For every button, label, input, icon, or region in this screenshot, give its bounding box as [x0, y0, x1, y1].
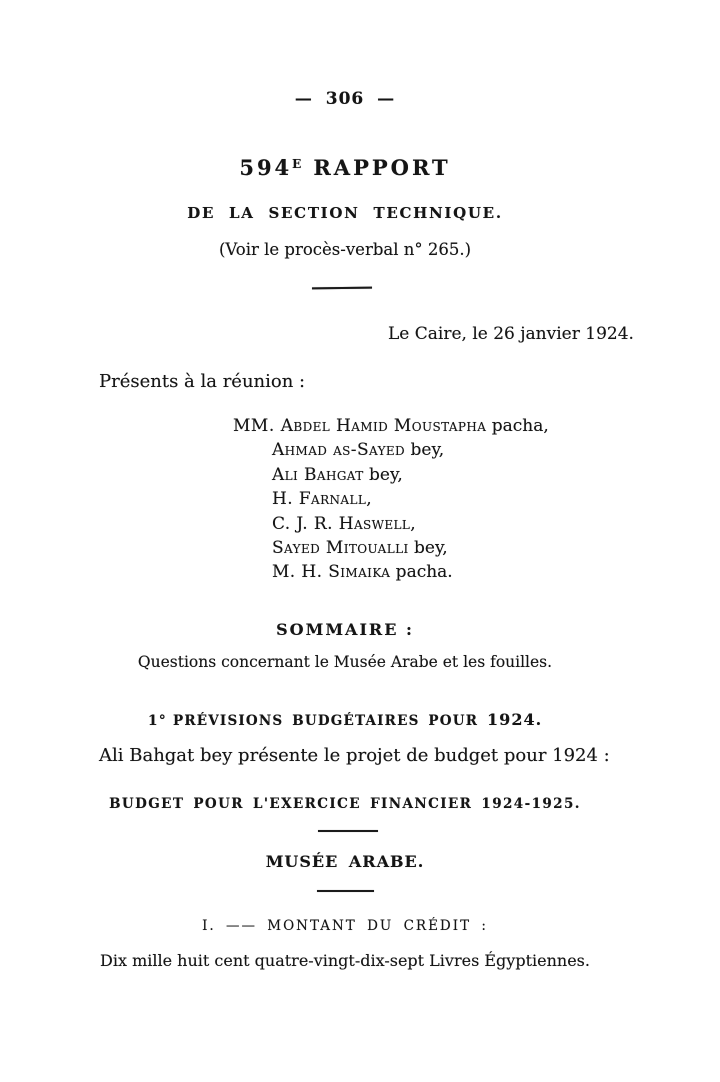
attendee-name: H. Farnall,: [272, 489, 373, 510]
attendee-row: [233, 463, 549, 487]
attendee-name: Sayed Mitoualli: [272, 538, 409, 559]
section-divider: [318, 830, 378, 832]
report-title-word: RAPPORT: [313, 155, 451, 180]
report-number: 594: [239, 155, 293, 180]
report-ordinal-superscript: E: [292, 157, 302, 171]
section-divider: [317, 890, 374, 892]
attendee-row: [233, 487, 549, 511]
attendee-row: [233, 438, 549, 462]
attendee-list: [233, 414, 549, 585]
attendance-intro: Présents à la réunion :: [99, 371, 306, 392]
attendee-row: [233, 560, 549, 584]
section-heading-number: 1°: [147, 713, 167, 729]
sommaire-text: Questions concernant le Musée Arabe et les fouilles.: [137, 653, 553, 671]
attendee-name: M. H. Simaika: [272, 562, 391, 583]
attendee-name: Abdel Hamid Moustapha: [280, 416, 487, 436]
attendee-title: pacha.: [390, 562, 453, 583]
attendee-title: bey,: [405, 440, 445, 461]
report-reference: (Voir le procès-verbal n° 265.): [218, 240, 472, 259]
credit-amount-heading: I. —— MONTANT DU CRÉDIT :: [202, 918, 488, 934]
section-heading-year: 1924.: [487, 710, 543, 729]
budget-section-heading: [0, 710, 690, 729]
sommaire-heading: SOMMAIRE :: [276, 620, 414, 639]
attendee-title: pacha,: [486, 416, 549, 436]
dateline: Le Caire, le 26 janvier 1924.: [388, 324, 634, 344]
budget-title: BUDGET POUR L'EXERCICE FINANCIER 1924-1925.: [109, 796, 581, 812]
report-subtitle: DE LA SECTION TECHNIQUE.: [187, 204, 503, 222]
credit-amount-text: Dix mille huit cent quatre-vingt-dix-sept Livres Égyptiennes.: [100, 951, 590, 970]
budget-intro-line: Ali Bahgat bey présente le projet de budget pour 1924 :: [99, 745, 610, 766]
attendees-prefix: MM.: [233, 416, 275, 436]
attendee-row: [233, 512, 549, 536]
musee-arabe-heading: MUSÉE ARABE.: [265, 852, 425, 871]
section-divider: [312, 287, 372, 290]
attendee-name: C. J. R. Haswell,: [272, 513, 417, 534]
attendee-row: [233, 414, 549, 438]
attendee-title: bey,: [408, 538, 448, 559]
section-heading-text: PRÉVISIONS BUDGÉTAIRES POUR: [173, 713, 479, 729]
attendee-name: Ali Bahgat: [272, 464, 364, 485]
attendee-name: Ahmad as-Sayed: [272, 440, 406, 461]
attendee-row: [233, 536, 549, 560]
report-title: [0, 155, 690, 180]
page-number: — 306 —: [294, 89, 396, 109]
attendee-title: bey,: [363, 464, 403, 485]
